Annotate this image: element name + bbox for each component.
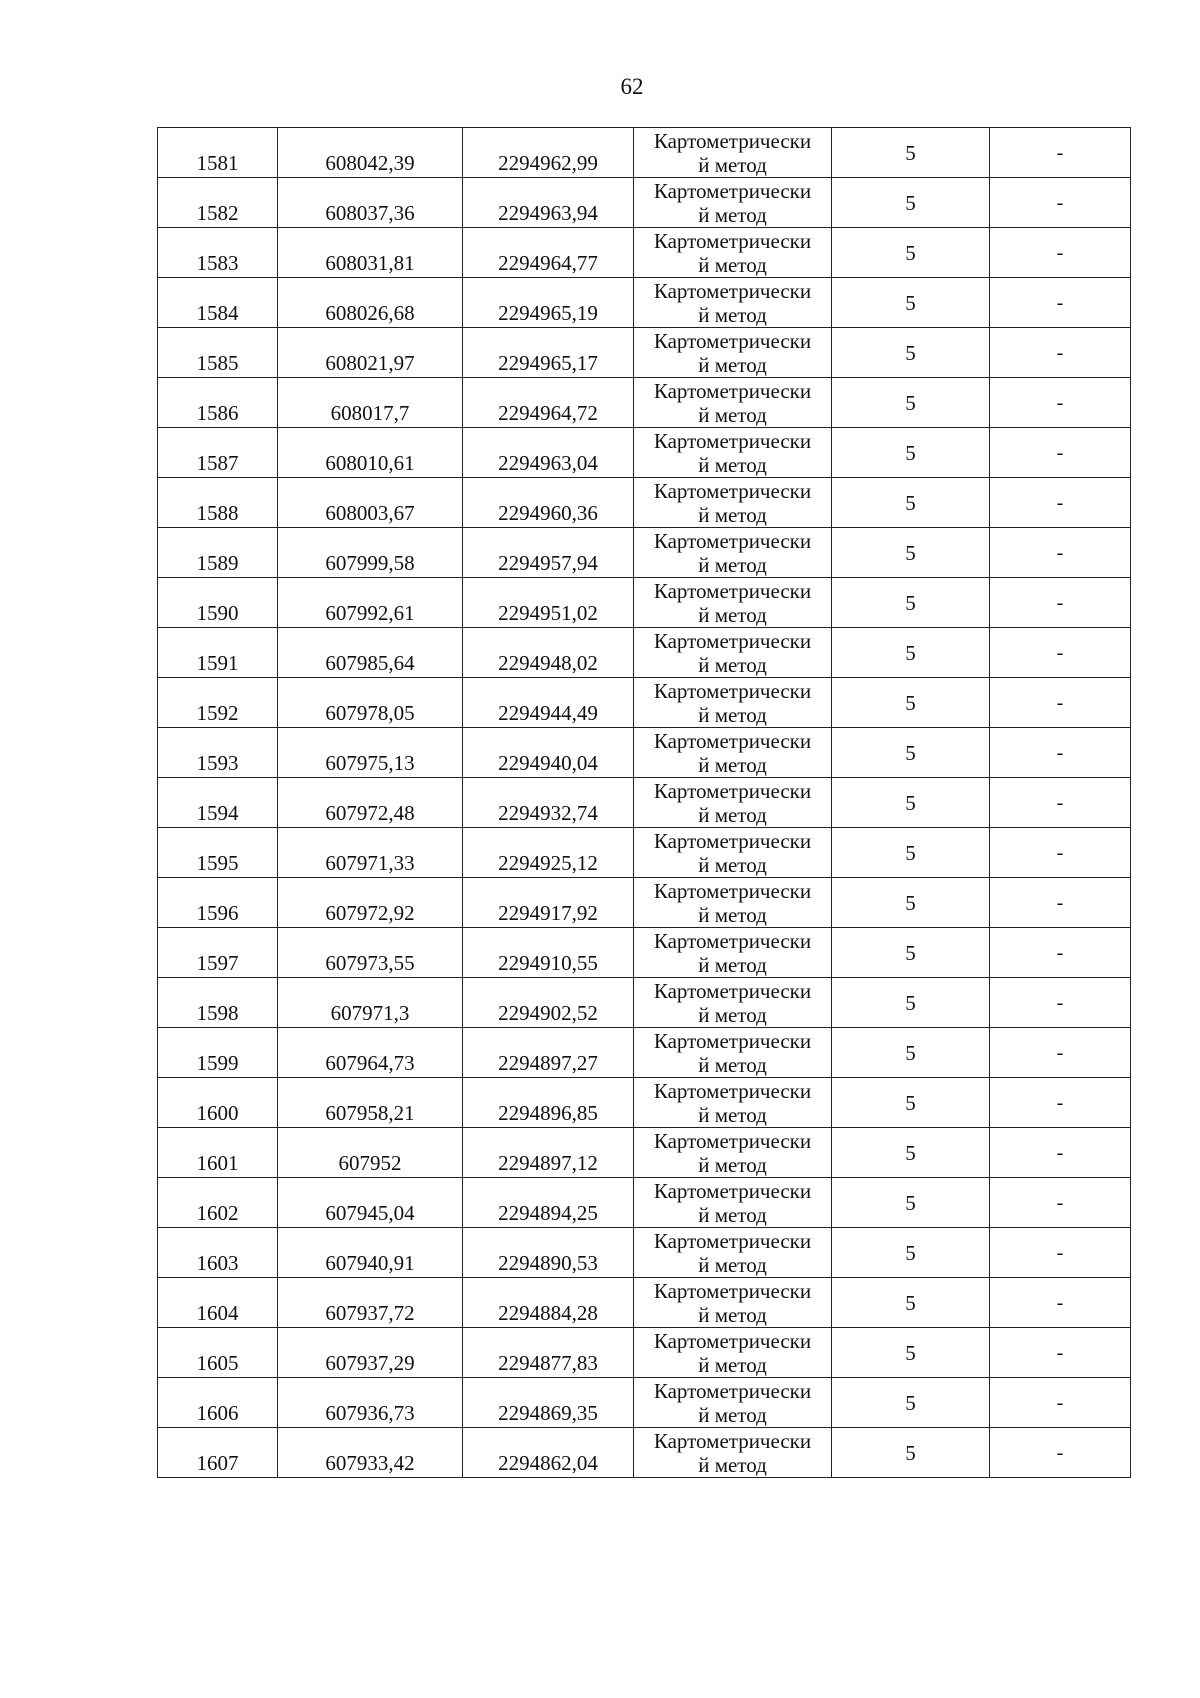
table-row xyxy=(158,828,1131,878)
method-text-line-1: Картометрически xyxy=(653,1428,812,1453)
x-coordinate-cell: 608021,97 xyxy=(278,328,463,378)
accuracy-cell: 5 xyxy=(832,578,990,628)
accuracy-cell: 5 xyxy=(832,628,990,678)
method-text-line-1: Картометрически xyxy=(653,878,812,903)
method-text-line-1: Картометрически xyxy=(653,1078,812,1103)
x-coordinate-cell: 608026,68 xyxy=(278,278,463,328)
table-row xyxy=(158,428,1131,478)
method-text-line-2: й метод xyxy=(698,402,767,427)
method-cell xyxy=(634,678,832,728)
method-cell xyxy=(634,778,832,828)
accuracy-cell: 5 xyxy=(832,978,990,1028)
method-cell xyxy=(634,1028,832,1078)
y-coordinate-cell: 2294948,02 xyxy=(463,628,634,678)
y-coordinate-cell: 2294902,52 xyxy=(463,978,634,1028)
method-text-line-2: й метод xyxy=(698,252,767,277)
x-coordinate-cell: 607937,72 xyxy=(278,1278,463,1328)
method-cell xyxy=(634,528,832,578)
point-number-cell: 1592 xyxy=(158,678,278,728)
method-text-line-1: Картометрически xyxy=(653,778,812,803)
point-number-cell: 1604 xyxy=(158,1278,278,1328)
y-coordinate-cell: 2294877,83 xyxy=(463,1328,634,1378)
note-cell: - xyxy=(990,1178,1131,1228)
method-cell xyxy=(634,1128,832,1178)
method-text-line-1: Картометрически xyxy=(653,278,812,303)
note-cell: - xyxy=(990,828,1131,878)
table-row xyxy=(158,228,1131,278)
y-coordinate-cell: 2294896,85 xyxy=(463,1078,634,1128)
accuracy-cell: 5 xyxy=(832,778,990,828)
method-cell xyxy=(634,578,832,628)
accuracy-cell: 5 xyxy=(832,1228,990,1278)
note-cell: - xyxy=(990,878,1131,928)
table-row xyxy=(158,1278,1131,1328)
method-text-line-2: й метод xyxy=(698,752,767,777)
method-text-line-1: Картометрически xyxy=(653,828,812,853)
method-cell xyxy=(634,628,832,678)
table-row xyxy=(158,328,1131,378)
point-number-cell: 1590 xyxy=(158,578,278,628)
point-number-cell: 1585 xyxy=(158,328,278,378)
y-coordinate-cell: 2294917,92 xyxy=(463,878,634,928)
method-text-line-2: й метод xyxy=(698,652,767,677)
method-cell xyxy=(634,128,832,178)
point-number-cell: 1586 xyxy=(158,378,278,428)
point-number-cell: 1599 xyxy=(158,1028,278,1078)
note-cell: - xyxy=(990,1328,1131,1378)
x-coordinate-cell: 607936,73 xyxy=(278,1378,463,1428)
table-row xyxy=(158,728,1131,778)
method-text-line-1: Картометрически xyxy=(653,1028,812,1053)
method-text-line-2: й метод xyxy=(698,552,767,577)
method-text-line-2: й метод xyxy=(698,852,767,877)
point-number-cell: 1584 xyxy=(158,278,278,328)
x-coordinate-cell: 607971,33 xyxy=(278,828,463,878)
accuracy-cell: 5 xyxy=(832,478,990,528)
method-text-line-1: Картометрически xyxy=(653,478,812,503)
accuracy-cell: 5 xyxy=(832,928,990,978)
accuracy-cell: 5 xyxy=(832,128,990,178)
y-coordinate-cell: 2294960,36 xyxy=(463,478,634,528)
point-number-cell: 1582 xyxy=(158,178,278,228)
method-cell xyxy=(634,328,832,378)
table-row xyxy=(158,178,1131,228)
table-row xyxy=(158,878,1131,928)
note-cell: - xyxy=(990,1278,1131,1328)
y-coordinate-cell: 2294964,72 xyxy=(463,378,634,428)
note-cell: - xyxy=(990,178,1131,228)
point-number-cell: 1597 xyxy=(158,928,278,978)
table-row xyxy=(158,378,1131,428)
accuracy-cell: 5 xyxy=(832,1178,990,1228)
table-row xyxy=(158,1028,1131,1078)
table-row xyxy=(158,1428,1131,1478)
accuracy-cell: 5 xyxy=(832,1128,990,1178)
point-number-cell: 1603 xyxy=(158,1228,278,1278)
accuracy-cell: 5 xyxy=(832,1328,990,1378)
note-cell: - xyxy=(990,528,1131,578)
note-cell: - xyxy=(990,1128,1131,1178)
table-row xyxy=(158,128,1131,178)
point-number-cell: 1583 xyxy=(158,228,278,278)
table-row xyxy=(158,1328,1131,1378)
method-cell xyxy=(634,928,832,978)
y-coordinate-cell: 2294932,74 xyxy=(463,778,634,828)
method-text-line-1: Картометрически xyxy=(653,628,812,653)
table-row xyxy=(158,1078,1131,1128)
method-cell xyxy=(634,828,832,878)
y-coordinate-cell: 2294940,04 xyxy=(463,728,634,778)
note-cell: - xyxy=(990,378,1131,428)
method-text-line-1: Картометрически xyxy=(653,428,812,453)
x-coordinate-cell: 607978,05 xyxy=(278,678,463,728)
y-coordinate-cell: 2294890,53 xyxy=(463,1228,634,1278)
accuracy-cell: 5 xyxy=(832,278,990,328)
x-coordinate-cell: 607933,42 xyxy=(278,1428,463,1478)
method-cell xyxy=(634,1428,832,1478)
method-text-line-2: й метод xyxy=(698,1302,767,1327)
method-text-line-1: Картометрически xyxy=(653,1378,812,1403)
y-coordinate-cell: 2294963,04 xyxy=(463,428,634,478)
method-text-line-1: Картометрически xyxy=(653,378,812,403)
table-row xyxy=(158,1178,1131,1228)
method-text-line-1: Картометрически xyxy=(653,678,812,703)
x-coordinate-cell: 607985,64 xyxy=(278,628,463,678)
point-number-cell: 1596 xyxy=(158,878,278,928)
x-coordinate-cell: 607999,58 xyxy=(278,528,463,578)
method-text-line-1: Картометрически xyxy=(653,228,812,253)
method-text-line-1: Картометрически xyxy=(653,1278,812,1303)
x-coordinate-cell: 607937,29 xyxy=(278,1328,463,1378)
method-text-line-2: й метод xyxy=(698,1402,767,1427)
x-coordinate-cell: 608031,81 xyxy=(278,228,463,278)
y-coordinate-cell: 2294944,49 xyxy=(463,678,634,728)
method-cell xyxy=(634,1228,832,1278)
method-text-line-1: Картометрически xyxy=(653,328,812,353)
table-row xyxy=(158,278,1131,328)
x-coordinate-cell: 608003,67 xyxy=(278,478,463,528)
accuracy-cell: 5 xyxy=(832,728,990,778)
method-cell xyxy=(634,1328,832,1378)
table-row xyxy=(158,678,1131,728)
x-coordinate-cell: 607972,48 xyxy=(278,778,463,828)
method-text-line-1: Картометрически xyxy=(653,178,812,203)
accuracy-cell: 5 xyxy=(832,878,990,928)
x-coordinate-cell: 607945,04 xyxy=(278,1178,463,1228)
method-text-line-1: Картометрически xyxy=(653,1328,812,1353)
point-number-cell: 1589 xyxy=(158,528,278,578)
x-coordinate-cell: 607952 xyxy=(278,1128,463,1178)
note-cell: - xyxy=(990,1078,1131,1128)
method-cell xyxy=(634,278,832,328)
note-cell: - xyxy=(990,478,1131,528)
table-row xyxy=(158,978,1131,1028)
method-cell xyxy=(634,978,832,1028)
method-cell xyxy=(634,1078,832,1128)
accuracy-cell: 5 xyxy=(832,678,990,728)
method-text-line-1: Картометрически xyxy=(653,728,812,753)
method-cell xyxy=(634,1378,832,1428)
method-text-line-2: й метод xyxy=(698,1102,767,1127)
x-coordinate-cell: 608017,7 xyxy=(278,378,463,428)
point-number-cell: 1593 xyxy=(158,728,278,778)
y-coordinate-cell: 2294897,12 xyxy=(463,1128,634,1178)
coordinates-table xyxy=(157,127,1131,1478)
method-cell xyxy=(634,478,832,528)
point-number-cell: 1600 xyxy=(158,1078,278,1128)
x-coordinate-cell: 607992,61 xyxy=(278,578,463,628)
method-cell xyxy=(634,1178,832,1228)
method-text-line-1: Картометрически xyxy=(653,1228,812,1253)
y-coordinate-cell: 2294910,55 xyxy=(463,928,634,978)
point-number-cell: 1581 xyxy=(158,128,278,178)
accuracy-cell: 5 xyxy=(832,1428,990,1478)
y-coordinate-cell: 2294897,27 xyxy=(463,1028,634,1078)
note-cell: - xyxy=(990,578,1131,628)
table-row xyxy=(158,628,1131,678)
page-number: 62 xyxy=(620,74,644,99)
x-coordinate-cell: 608010,61 xyxy=(278,428,463,478)
method-text-line-2: й метод xyxy=(698,1252,767,1277)
x-coordinate-cell: 607975,13 xyxy=(278,728,463,778)
method-cell xyxy=(634,1278,832,1328)
note-cell: - xyxy=(990,328,1131,378)
accuracy-cell: 5 xyxy=(832,528,990,578)
point-number-cell: 1598 xyxy=(158,978,278,1028)
x-coordinate-cell: 607958,21 xyxy=(278,1078,463,1128)
accuracy-cell: 5 xyxy=(832,828,990,878)
method-cell xyxy=(634,428,832,478)
method-text-line-2: й метод xyxy=(698,1052,767,1077)
method-text-line-1: Картометрически xyxy=(653,928,812,953)
accuracy-cell: 5 xyxy=(832,428,990,478)
method-text-line-2: й метод xyxy=(698,802,767,827)
method-text-line-2: й метод xyxy=(698,1152,767,1177)
x-coordinate-cell: 608037,36 xyxy=(278,178,463,228)
y-coordinate-cell: 2294965,17 xyxy=(463,328,634,378)
method-text-line-2: й метод xyxy=(698,452,767,477)
table-row xyxy=(158,778,1131,828)
method-cell xyxy=(634,728,832,778)
note-cell: - xyxy=(990,678,1131,728)
table-row xyxy=(158,928,1131,978)
table-row xyxy=(158,1128,1131,1178)
note-cell: - xyxy=(990,978,1131,1028)
y-coordinate-cell: 2294951,02 xyxy=(463,578,634,628)
method-text-line-1: Картометрически xyxy=(653,978,812,1003)
method-text-line-2: й метод xyxy=(698,202,767,227)
method-cell xyxy=(634,378,832,428)
point-number-cell: 1606 xyxy=(158,1378,278,1428)
accuracy-cell: 5 xyxy=(832,1028,990,1078)
y-coordinate-cell: 2294925,12 xyxy=(463,828,634,878)
note-cell: - xyxy=(990,278,1131,328)
accuracy-cell: 5 xyxy=(832,228,990,278)
note-cell: - xyxy=(990,428,1131,478)
note-cell: - xyxy=(990,928,1131,978)
table-row xyxy=(158,578,1131,628)
accuracy-cell: 5 xyxy=(832,1278,990,1328)
point-number-cell: 1594 xyxy=(158,778,278,828)
method-text-line-2: й метод xyxy=(698,302,767,327)
point-number-cell: 1601 xyxy=(158,1128,278,1178)
method-text-line-2: й метод xyxy=(698,352,767,377)
y-coordinate-cell: 2294862,04 xyxy=(463,1428,634,1478)
x-coordinate-cell: 607940,91 xyxy=(278,1228,463,1278)
y-coordinate-cell: 2294884,28 xyxy=(463,1278,634,1328)
table-row xyxy=(158,1228,1131,1278)
note-cell: - xyxy=(990,1378,1131,1428)
method-text-line-2: й метод xyxy=(698,1352,767,1377)
table-row xyxy=(158,478,1131,528)
y-coordinate-cell: 2294962,99 xyxy=(463,128,634,178)
note-cell: - xyxy=(990,1428,1131,1478)
accuracy-cell: 5 xyxy=(832,328,990,378)
accuracy-cell: 5 xyxy=(832,1378,990,1428)
x-coordinate-cell: 607973,55 xyxy=(278,928,463,978)
x-coordinate-cell: 607964,73 xyxy=(278,1028,463,1078)
table-row xyxy=(158,1378,1131,1428)
note-cell: - xyxy=(990,1028,1131,1078)
table-row xyxy=(158,528,1131,578)
method-cell xyxy=(634,178,832,228)
method-text-line-1: Картометрически xyxy=(653,128,812,153)
note-cell: - xyxy=(990,728,1131,778)
point-number-cell: 1587 xyxy=(158,428,278,478)
note-cell: - xyxy=(990,1228,1131,1278)
note-cell: - xyxy=(990,228,1131,278)
y-coordinate-cell: 2294869,35 xyxy=(463,1378,634,1428)
accuracy-cell: 5 xyxy=(832,178,990,228)
accuracy-cell: 5 xyxy=(832,378,990,428)
table-body xyxy=(158,128,1131,1478)
method-text-line-2: й метод xyxy=(698,1202,767,1227)
point-number-cell: 1595 xyxy=(158,828,278,878)
method-text-line-2: й метод xyxy=(698,1452,767,1477)
note-cell: - xyxy=(990,628,1131,678)
method-cell xyxy=(634,878,832,928)
method-text-line-1: Картометрически xyxy=(653,578,812,603)
method-text-line-1: Картометрически xyxy=(653,528,812,553)
method-cell xyxy=(634,228,832,278)
point-number-cell: 1605 xyxy=(158,1328,278,1378)
method-text-line-2: й метод xyxy=(698,502,767,527)
method-text-line-2: й метод xyxy=(698,602,767,627)
method-text-line-2: й метод xyxy=(698,152,767,177)
y-coordinate-cell: 2294965,19 xyxy=(463,278,634,328)
point-number-cell: 1591 xyxy=(158,628,278,678)
point-number-cell: 1602 xyxy=(158,1178,278,1228)
method-text-line-2: й метод xyxy=(698,1002,767,1027)
x-coordinate-cell: 607971,3 xyxy=(278,978,463,1028)
method-text-line-2: й метод xyxy=(698,952,767,977)
note-cell: - xyxy=(990,128,1131,178)
y-coordinate-cell: 2294963,94 xyxy=(463,178,634,228)
point-number-cell: 1588 xyxy=(158,478,278,528)
y-coordinate-cell: 2294964,77 xyxy=(463,228,634,278)
point-number-cell: 1607 xyxy=(158,1428,278,1478)
method-text-line-1: Картометрически xyxy=(653,1128,812,1153)
x-coordinate-cell: 608042,39 xyxy=(278,128,463,178)
accuracy-cell: 5 xyxy=(832,1078,990,1128)
x-coordinate-cell: 607972,92 xyxy=(278,878,463,928)
method-text-line-2: й метод xyxy=(698,702,767,727)
method-text-line-2: й метод xyxy=(698,902,767,927)
y-coordinate-cell: 2294894,25 xyxy=(463,1178,634,1228)
y-coordinate-cell: 2294957,94 xyxy=(463,528,634,578)
method-text-line-1: Картометрически xyxy=(653,1178,812,1203)
note-cell: - xyxy=(990,778,1131,828)
